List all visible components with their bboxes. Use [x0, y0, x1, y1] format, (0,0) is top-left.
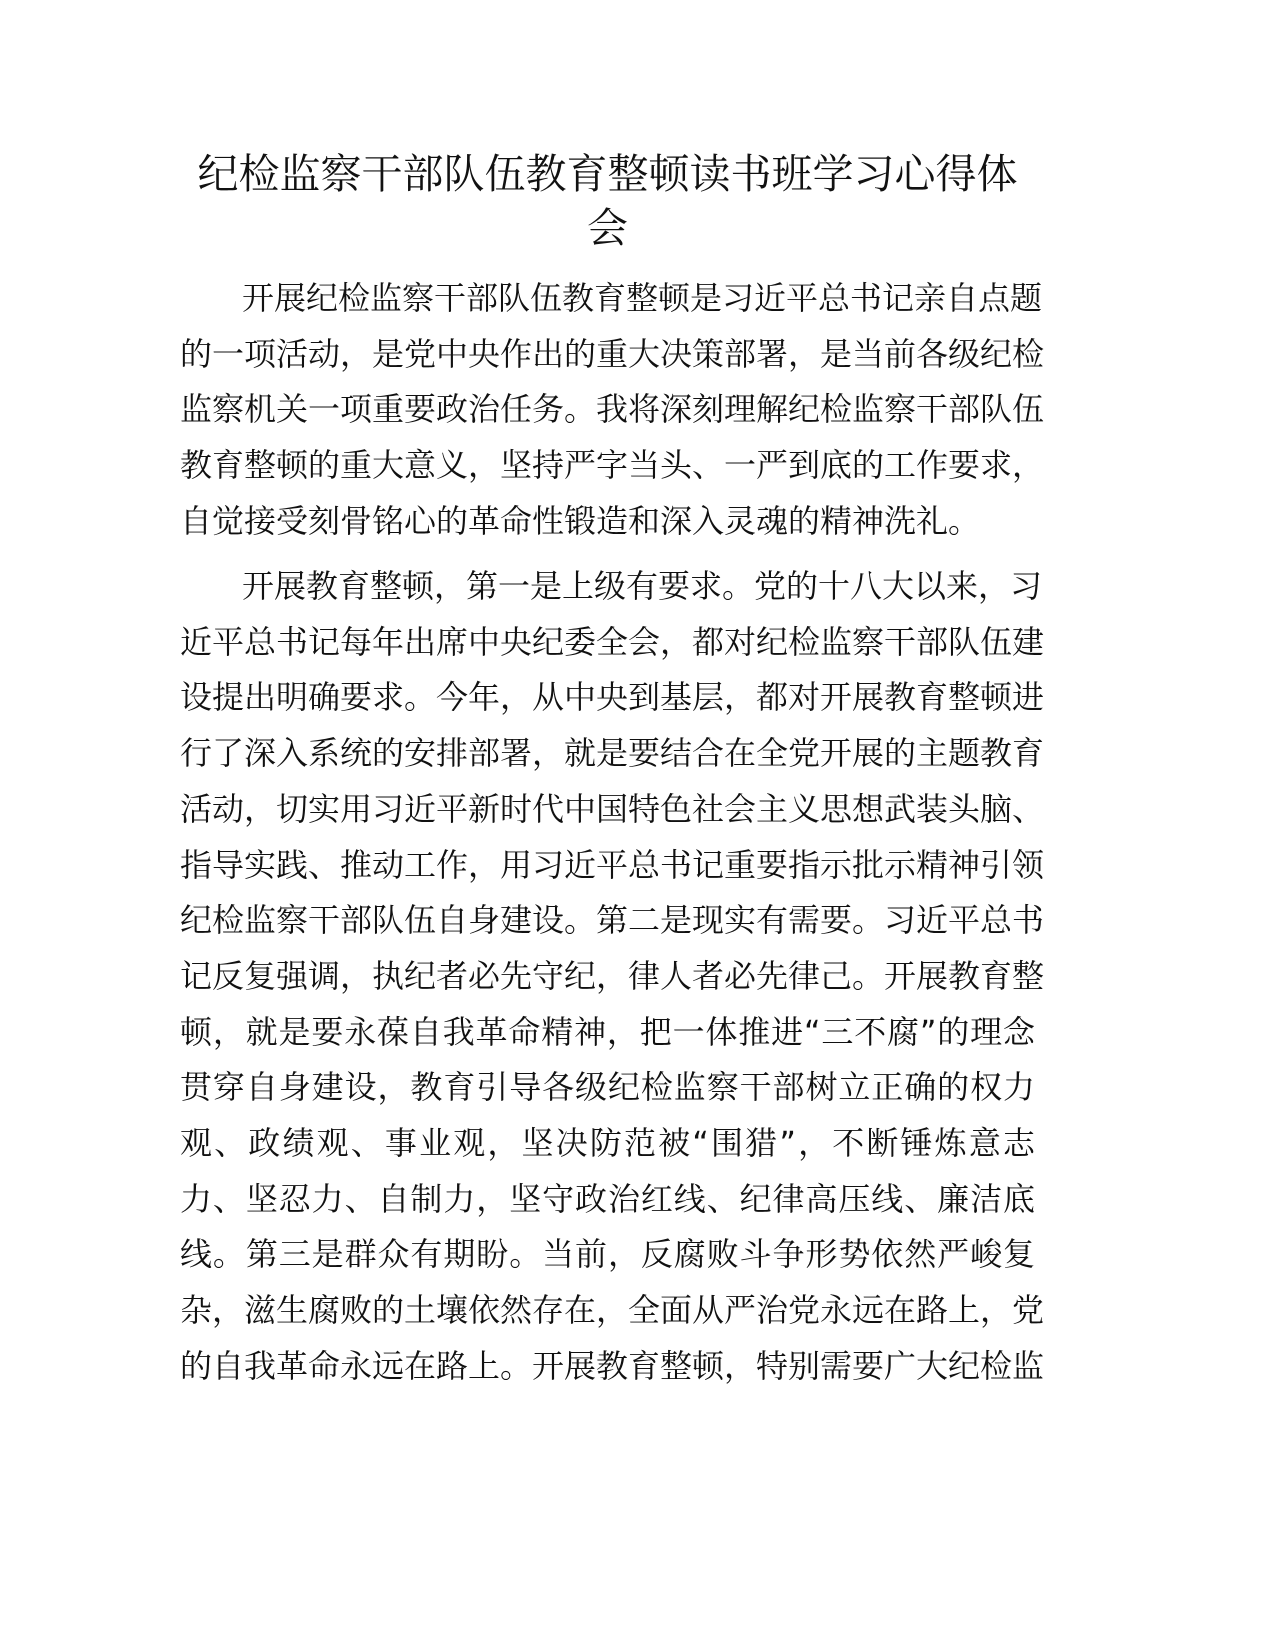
document-title-line-2: 会: [587, 204, 628, 252]
paragraph-2-line: 活动，切实用习近平新时代中国特色社会主义思想武装头脑、: [180, 789, 1045, 828]
paragraph-2-line: 力、坚忍力、自制力，坚守政治红线、纪律高压线、廉洁底: [180, 1179, 1035, 1218]
paragraph-2-line: 近平总书记每年出席中央纪委全会，都对纪检监察干部队伍建: [180, 622, 1045, 661]
paragraph-2-line: 开展教育整顿，第一是上级有要求。党的十八大以来，习: [242, 567, 1043, 605]
paragraph-2-line: 指导实践、推动工作，用习近平总书记重要指示批示精神引领: [180, 845, 1045, 884]
paragraph-1-line: 自觉接受刻骨铭心的革命性锻造和深入灵魂的精神洗礼。: [180, 501, 981, 540]
paragraph-1-line: 开展纪检监察干部队伍教育整顿是习近平总书记亲自点题: [242, 279, 1043, 317]
paragraph-2-line: 线。第三是群众有期盼。当前，反腐败斗争形势依然严峻复: [180, 1235, 1035, 1274]
paragraph-2-line: 设提出明确要求。今年，从中央到基层，都对开展教育整顿进: [180, 678, 1045, 717]
paragraph-1-line: 教育整顿的重大意义，坚持严字当头、一严到底的工作要求，: [180, 446, 1045, 485]
paragraph-2-line: 的自我革命永远在路上。开展教育整顿，特别需要广大纪检监: [180, 1346, 1045, 1385]
paragraph-1-line: 监察机关一项重要政治任务。我将深刻理解纪检监察干部队伍: [180, 390, 1045, 429]
paragraph-2-line: 杂，滋生腐败的土壤依然存在，全面从严治党永远在路上，党: [180, 1291, 1045, 1330]
document-title-line-1: 纪检监察干部队伍教育整顿读书班学习心得体: [197, 150, 1018, 198]
paragraph-2-line: 纪检监察干部队伍自身建设。第二是现实有需要。习近平总书: [180, 901, 1045, 940]
paragraph-2-line: 顿，就是要永葆自我革命精神，把一体推进“三不腐”的理念: [180, 1012, 1035, 1051]
paragraph-2-line: 记反复强调，执纪者必先守纪，律人者必先律己。开展教育整: [180, 956, 1045, 995]
paragraph-2-line: 贯穿自身建设，教育引导各级纪检监察干部树立正确的权力: [180, 1068, 1035, 1107]
paragraph-1-line: 的一项活动，是党中央作出的重大决策部署，是当前各级纪检: [180, 334, 1045, 373]
paragraph-2-line: 行了深入系统的安排部署，就是要结合在全党开展的主题教育: [180, 734, 1045, 773]
paragraph-2-line: 观、政绩观、事业观，坚决防范被“围猎”，不断锤炼意志: [180, 1124, 1035, 1162]
